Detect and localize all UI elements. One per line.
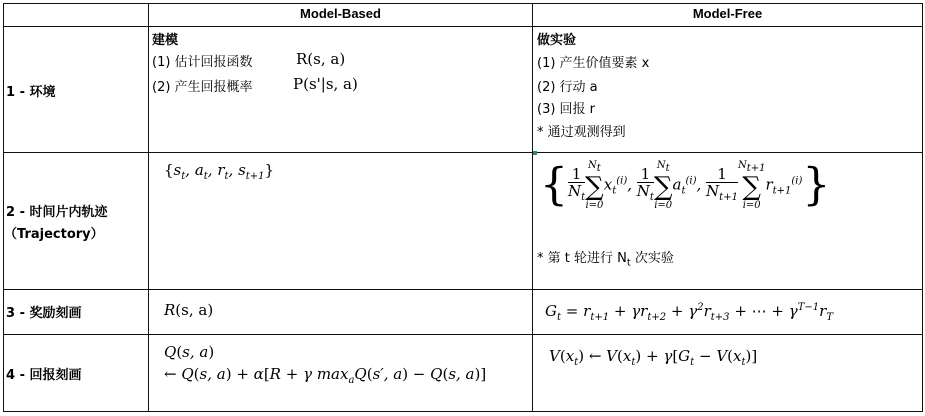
table-border-bottom (3, 411, 923, 412)
cell-marker (533, 151, 537, 155)
mf-return: (3) 回报 r (537, 102, 596, 117)
mf-experiment-count-note: * 第 t 轮进行 $N_t$ 次实验 (537, 251, 674, 269)
mf-value-element: (1) 产生价值要素 x (537, 56, 650, 71)
mb-estimate-reward-fn: (1) 估计回报函数 (152, 55, 253, 70)
header-model-based: Model-Based (300, 6, 381, 21)
mf-observation-note: * 通过观测得到 (537, 125, 626, 140)
row-divider-3 (3, 334, 923, 335)
mb-trajectory-formula: {$s_t$, $a_t$, $r_t$, $s_{t+1}$} (164, 161, 275, 182)
row-divider-2 (3, 289, 923, 290)
row-label-reward: 3 - 奖励刻画 (6, 306, 82, 321)
column-divider-2 (532, 3, 533, 411)
mb-modeling-title: 建模 (152, 33, 179, 48)
mb-q-update-formula: ← Q(s, a) + α[R + γ $\max_aQ(s'$, a) − Q(s, a)] (164, 365, 487, 386)
mf-action: (2) 行动 a (537, 80, 598, 95)
table-border-left (3, 3, 4, 411)
row-label-trajectory-en: （Trajectory） (4, 227, 104, 242)
table-border-right (922, 3, 923, 411)
mf-value-update-formula: $V(x_t)$ ← $V(x_t) + \gamma[G_t - V(x_t)]$ (549, 347, 758, 368)
mb-q-value-label: Q(s, a) (164, 343, 215, 361)
row-label-environment: 1 - 环境 (6, 85, 56, 100)
mf-experiment-title: 做实验 (537, 33, 577, 48)
mb-reward-fn-math: R(s, a) (296, 50, 346, 68)
mf-trajectory-formula: { $\frac{1}{N_t}$ $N_t$ ∑ i=0 $x_t^{(i)}$, $\frac{1}{N_t}$ $N_t$ ∑ i=0 $a_t^{(i)}$, $\frac{1}{N_{t+1}}$ $N_{t+1}$ ∑ i=0 $r_{t+1}^{(i)}$} (540, 159, 831, 211)
row-divider-1 (3, 152, 923, 153)
mb-reward-formula: R(s, a) (164, 301, 214, 319)
mb-reward-prob-math: P(s'|s, a) (293, 75, 358, 93)
header-divider (3, 26, 923, 27)
mb-reward-prob: (2) 产生回报概率 (152, 80, 253, 95)
header-model-free: Model-Free (692, 6, 763, 21)
mf-return-formula: $G_t = r_{t+1} + \gamma r_{t+2} + \gamma^2r_{t+3}$ + ⋯ + $\gamma^{T-1}r_T$ (545, 302, 833, 323)
row-label-return: 4 - 回报刻画 (6, 368, 82, 383)
column-divider-1 (148, 3, 149, 411)
row-label-trajectory: 2 - 时间片内轨迹 (6, 205, 108, 220)
